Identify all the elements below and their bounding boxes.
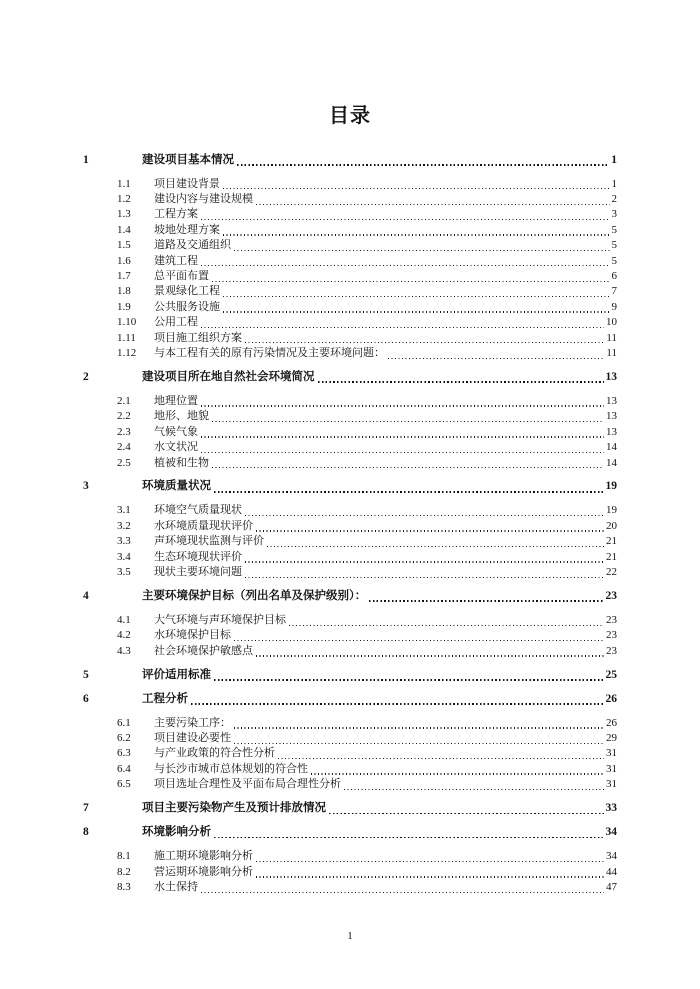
toc-entry (83, 238, 617, 253)
toc-entry-page: 19 (605, 480, 617, 493)
toc-entry-number: 1.7 (117, 269, 131, 282)
toc-entry-label: 声环境现状监测与评价 (154, 535, 264, 548)
toc-entry-page: 31 (606, 762, 617, 775)
toc-entry (83, 331, 617, 346)
toc-entry (83, 394, 617, 409)
toc-entry-number: 2.2 (117, 410, 131, 423)
toc-entry (83, 880, 617, 895)
toc-entry-page: 23 (606, 629, 617, 642)
toc-entry-label: 大气环境与声环境保护目标 (154, 613, 286, 626)
toc-entry-page: 31 (606, 747, 617, 760)
toc-title: 目录 (329, 105, 371, 127)
toc-entry-number: 4.1 (117, 613, 131, 626)
toc-entry-label: 工程方案 (154, 208, 198, 221)
dot-leader (388, 358, 604, 359)
toc-entry-number: 6.3 (117, 747, 131, 760)
dot-leader (369, 600, 603, 602)
dot-leader (191, 703, 604, 705)
dot-leader (223, 311, 610, 312)
toc-entry-number: 8 (83, 826, 89, 839)
toc-entry-label: 植被和生物 (154, 456, 209, 469)
toc-entry-number: 2.1 (117, 394, 131, 407)
toc-entry-label: 现状主要环境问题 (154, 566, 242, 579)
toc-entry-number: 1.9 (117, 300, 131, 313)
toc-list (83, 136, 617, 895)
toc-entry-label: 水环境质量现状评价 (154, 519, 253, 532)
toc-entry (83, 777, 617, 792)
toc-entry-number: 8.3 (117, 881, 131, 893)
toc-entry-label: 公用工程 (154, 316, 198, 329)
toc-entry-page: 21 (606, 550, 617, 563)
dot-leader (234, 640, 604, 641)
dot-leader (245, 342, 604, 343)
toc-entry-number: 2.5 (117, 456, 131, 469)
toc-entry (83, 370, 617, 386)
toc-entry-page: 23 (605, 589, 617, 602)
toc-entry (83, 849, 617, 864)
dot-leader (318, 381, 604, 383)
toc-entry-number: 1.10 (117, 316, 137, 329)
toc-entry-page: 20 (606, 519, 617, 532)
toc-entry-label: 地理位置 (154, 394, 198, 407)
toc-entry-label: 环境质量状况 (142, 480, 211, 493)
toc-entry-page: 13 (606, 410, 617, 423)
toc-entry (83, 589, 617, 605)
toc-entry-page: 11 (606, 346, 617, 359)
toc-entry (83, 456, 617, 471)
toc-entry-page: 29 (606, 732, 617, 745)
toc-entry-label: 项目建设背景 (154, 177, 220, 190)
dot-leader (237, 164, 609, 166)
toc-entry-page: 34 (605, 826, 617, 839)
toc-entry (83, 153, 617, 169)
toc-entry-label: 项目主要污染物产生及预计排放情况 (142, 802, 326, 815)
toc-entry-page: 13 (606, 394, 617, 407)
toc-entry-label: 项目施工组织方案 (154, 331, 242, 344)
toc-entry-number: 2 (83, 370, 89, 383)
toc-entry (83, 534, 617, 549)
dot-leader (256, 204, 610, 205)
dot-leader (201, 436, 604, 437)
toc-entry-number: 1.11 (117, 331, 136, 344)
toc-entry-page: 1 (611, 177, 617, 190)
toc-entry (83, 519, 617, 534)
dot-leader (256, 530, 604, 531)
dot-leader (234, 743, 604, 744)
toc-entry (83, 668, 617, 684)
toc-entry (83, 479, 617, 495)
toc-entry-number: 4.2 (117, 629, 131, 642)
toc-entry-page: 23 (606, 644, 617, 657)
toc-entry-label: 施工期环境影响分析 (154, 850, 253, 863)
toc-entry-label: 工程分析 (142, 692, 188, 705)
toc-entry (83, 177, 617, 192)
toc-entry (83, 644, 617, 659)
toc-entry-label: 水土保持 (154, 881, 198, 893)
toc-entry (83, 192, 617, 207)
toc-entry-number: 3.4 (117, 550, 131, 563)
toc-entry-number: 1.12 (117, 346, 137, 359)
toc-entry-label: 评价适用标准 (142, 668, 211, 681)
dot-leader (256, 861, 604, 862)
toc-entry-number: 5 (83, 668, 89, 681)
dot-leader (201, 405, 604, 406)
toc-entry-page: 6 (611, 269, 617, 282)
toc-entry-page: 2 (611, 192, 617, 205)
dot-leader (214, 679, 604, 681)
toc-entry-number: 6 (83, 692, 89, 705)
toc-entry-number: 1.8 (117, 285, 131, 298)
toc-entry (83, 223, 617, 238)
toc-entry-number: 6.5 (117, 778, 131, 791)
dot-leader (245, 515, 604, 516)
toc-entry-number: 1 (83, 153, 89, 166)
toc-entry-number: 8.2 (117, 865, 131, 878)
toc-entry-page: 21 (606, 535, 617, 548)
toc-entry-label: 项目选址合理性及平面布局合理性分析 (154, 778, 341, 791)
toc-entry-page: 5 (611, 254, 617, 267)
toc-entry (83, 746, 617, 761)
toc-entry-page: 13 (606, 425, 617, 438)
dot-leader (201, 219, 610, 220)
toc-entry-number: 1.1 (117, 177, 131, 190)
dot-leader (212, 421, 604, 422)
toc-entry-page: 19 (606, 504, 617, 517)
toc-entry (83, 731, 617, 746)
dot-leader (212, 281, 610, 282)
toc-entry-number: 3.2 (117, 519, 131, 532)
toc-entry (83, 628, 617, 643)
toc-entry-page: 23 (606, 613, 617, 626)
toc-entry-label: 坡地处理方案 (154, 223, 220, 236)
toc-entry-label: 主要环境保护目标（列出名单及保护级别）： (142, 589, 367, 602)
dot-leader (214, 491, 604, 493)
toc-entry-number: 1.6 (117, 254, 131, 267)
toc-entry-label: 环境影响分析 (142, 826, 211, 839)
dot-leader (201, 265, 610, 266)
dot-leader (329, 813, 604, 815)
dot-leader (234, 727, 604, 728)
toc-entry-label: 水环境保护目标 (154, 629, 231, 642)
page-footer (0, 930, 700, 942)
toc-entry-label: 与本工程有关的原有污染情况及主要环境问题： (154, 346, 385, 359)
toc-entry (83, 550, 617, 565)
toc-entry-label: 气候气象 (154, 425, 198, 438)
toc-entry-page: 31 (606, 778, 617, 791)
toc-entry (83, 762, 617, 777)
toc-entry-label: 与长沙市城市总体规划的符合性 (154, 762, 308, 775)
toc-entry-label: 地形、地貌 (154, 410, 209, 423)
dot-leader (234, 250, 610, 251)
toc-entry-number: 3.1 (117, 504, 131, 517)
dot-leader (223, 234, 610, 235)
toc-entry-page: 11 (606, 331, 617, 344)
toc-entry-number: 3 (83, 480, 89, 493)
toc-entry-page: 3 (611, 208, 617, 221)
toc-entry-page: 5 (611, 223, 617, 236)
toc-entry-number: 6.4 (117, 762, 131, 775)
toc-entry-number: 3.3 (117, 535, 131, 548)
dot-leader (245, 561, 604, 562)
dot-leader (289, 625, 604, 626)
toc-entry-label: 项目建设必要性 (154, 732, 231, 745)
toc-entry-number: 1.2 (117, 192, 131, 205)
toc-entry-page: 44 (606, 865, 617, 878)
toc-entry-label: 建筑工程 (154, 254, 198, 267)
toc-entry-label: 营运期环境影响分析 (154, 865, 253, 878)
toc-entry-label: 水文状况 (154, 441, 198, 454)
toc-entry (83, 440, 617, 455)
toc-entry (83, 613, 617, 628)
dot-leader (201, 327, 604, 328)
toc-entry (83, 346, 617, 361)
toc-entry-number: 2.3 (117, 425, 131, 438)
dot-leader (311, 773, 604, 774)
dot-leader (212, 467, 604, 468)
toc-entry-label: 建设项目基本情况 (142, 153, 234, 166)
toc-entry-label: 主要污染工序： (154, 716, 231, 729)
toc-entry-number: 4 (83, 589, 89, 602)
toc-entry (83, 425, 617, 440)
toc-entry-label: 总平面布置 (154, 269, 209, 282)
toc-entry-page: 26 (606, 716, 617, 729)
toc-entry-page: 5 (611, 239, 617, 252)
dot-leader (344, 789, 604, 790)
toc-entry-label: 建设内容与建设规模 (154, 192, 253, 205)
toc-entry (83, 254, 617, 269)
dot-leader (201, 892, 604, 893)
toc-entry-label: 与产业政策的符合性分析 (154, 747, 275, 760)
toc-entry-number: 1.4 (117, 223, 131, 236)
toc-entry (83, 269, 617, 284)
dot-leader (223, 188, 610, 189)
toc-entry-page: 22 (606, 566, 617, 579)
toc-entry (83, 409, 617, 424)
toc-entry-page: 7 (611, 285, 617, 298)
toc-entry (83, 716, 617, 731)
dot-leader (214, 837, 604, 839)
dot-leader (201, 452, 604, 453)
toc-entry (83, 503, 617, 518)
toc-entry (83, 565, 617, 580)
toc-entry-page: 13 (605, 370, 617, 383)
toc-entry-page: 33 (605, 802, 617, 815)
dot-leader (278, 758, 604, 759)
toc-entry-number: 1.5 (117, 239, 131, 252)
toc-entry-label: 社会环境保护敏感点 (154, 644, 253, 657)
toc-entry-page: 10 (606, 316, 617, 329)
toc-entry-label: 公共服务设施 (154, 300, 220, 313)
toc-entry (83, 300, 617, 315)
toc-entry-label: 道路及交通组织 (154, 239, 231, 252)
toc-entry-number: 3.5 (117, 566, 131, 579)
toc-entry-label: 环境空气质量现状 (154, 504, 242, 517)
toc-entry-page: 26 (605, 692, 617, 705)
toc-entry-number: 6.1 (117, 716, 131, 729)
toc-entry-number: 7 (83, 802, 89, 815)
toc-entry-page: 47 (606, 881, 617, 893)
toc-entry-number: 8.1 (117, 850, 131, 863)
toc-entry-page: 14 (606, 441, 617, 454)
dot-leader (223, 296, 610, 297)
toc-entry-number: 1.3 (117, 208, 131, 221)
toc-entry (83, 801, 617, 817)
toc-entry (83, 315, 617, 330)
toc-entry (83, 284, 617, 299)
toc-entry-label: 景观绿化工程 (154, 285, 220, 298)
toc-entry-label: 建设项目所在地自然社会环境简况 (142, 370, 315, 383)
dot-leader (267, 546, 604, 547)
toc-entry-page: 25 (605, 668, 617, 681)
toc-entry-page: 34 (606, 850, 617, 863)
toc-entry-number: 6.2 (117, 732, 131, 745)
toc-entry (83, 692, 617, 708)
toc-entry (83, 865, 617, 880)
toc-entry-number: 4.3 (117, 644, 131, 657)
toc-entry (83, 207, 617, 222)
toc-entry-page: 9 (611, 300, 617, 313)
page-number: 1 (347, 930, 353, 942)
toc-entry-page: 14 (606, 456, 617, 469)
dot-leader (256, 655, 604, 656)
dot-leader (256, 876, 604, 877)
toc-entry (83, 825, 617, 841)
toc-entry-number: 2.4 (117, 441, 131, 454)
toc-entry-page: 1 (611, 153, 617, 166)
toc-entry-label: 生态环境现状评价 (154, 550, 242, 563)
dot-leader (245, 577, 604, 578)
